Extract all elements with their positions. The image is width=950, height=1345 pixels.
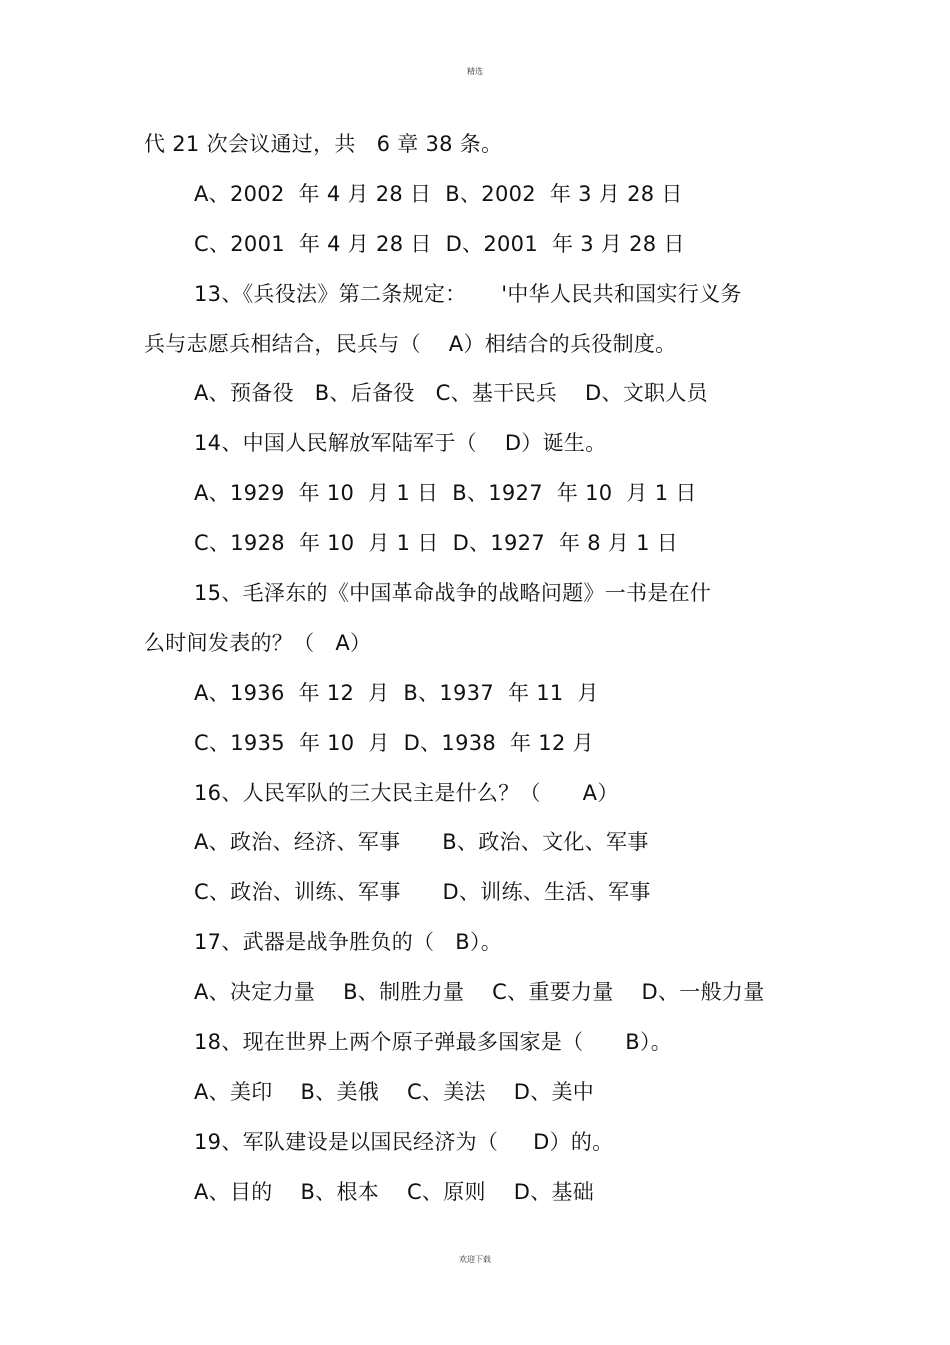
question-13: 13、《兵役法》第二条规定： '中华人民共和国实行义务 xyxy=(194,281,742,306)
answer-options-line: C、1928 年 10 月 1 日 D、1927 年 8 月 1 日 xyxy=(194,531,679,556)
answer-options-line: A、2002 年 4 月 28 日 B、2002 年 3 月 28 日 xyxy=(194,181,683,206)
answer-options-line: C、1935 年 10 月 D、1938 年 12 月 xyxy=(194,730,594,755)
answer-options-line: A、1936 年 12 月 B、1937 年 11 月 xyxy=(194,680,599,705)
page-header-mark: 精选 xyxy=(467,67,483,76)
answer-options-line: A、美印 B、美俄 C、美法 D、美中 xyxy=(194,1079,595,1104)
answer-options-line: A、决定力量 B、制胜力量 C、重要力量 D、一般力量 xyxy=(194,980,765,1005)
question-16: 16、人民军队的三大民主是什么？（ A） xyxy=(194,780,619,805)
question-15-continued: 么时间发表的？（ A） xyxy=(144,630,372,655)
text-line: 代 21 次会议通过，共 6 章 38 条。 xyxy=(144,132,503,156)
question-15: 15、毛泽东的《中国革命战争的战略问题》一书是在什 xyxy=(194,581,712,606)
answer-options-line: A、目的 B、根本 C、原则 D、基础 xyxy=(194,1179,595,1204)
page-footer-mark: 欢迎下载 xyxy=(459,1255,491,1264)
answer-options-line: A、1929 年 10 月 1 日 B、1927 年 10 月 1 日 xyxy=(194,481,697,506)
question-17: 17、武器是战争胜负的（ B）。 xyxy=(194,930,503,955)
answer-options-line: A、政治、经济、军事 B、政治、文化、军事 xyxy=(194,830,649,855)
question-18: 18、现在世界上两个原子弹最多国家是（ B）。 xyxy=(194,1030,673,1055)
answer-options-line: C、2001 年 4 月 28 日 D、2001 年 3 月 28 日 xyxy=(194,231,685,256)
answer-options-line: C、政治、训练、军事 D、训练、生活、军事 xyxy=(194,880,651,905)
question-14: 14、中国人民解放军陆军于（ D）诞生。 xyxy=(194,431,607,456)
question-13-continued: 兵与志愿兵相结合，民兵与（ A）相结合的兵役制度。 xyxy=(144,331,677,356)
document-body xyxy=(0,126,950,1224)
question-19: 19、军队建设是以国民经济为（ D）的。 xyxy=(194,1129,614,1154)
answer-options-line: A、预备役 B、后备役 C、基干民兵 D、文职人员 xyxy=(194,381,708,406)
